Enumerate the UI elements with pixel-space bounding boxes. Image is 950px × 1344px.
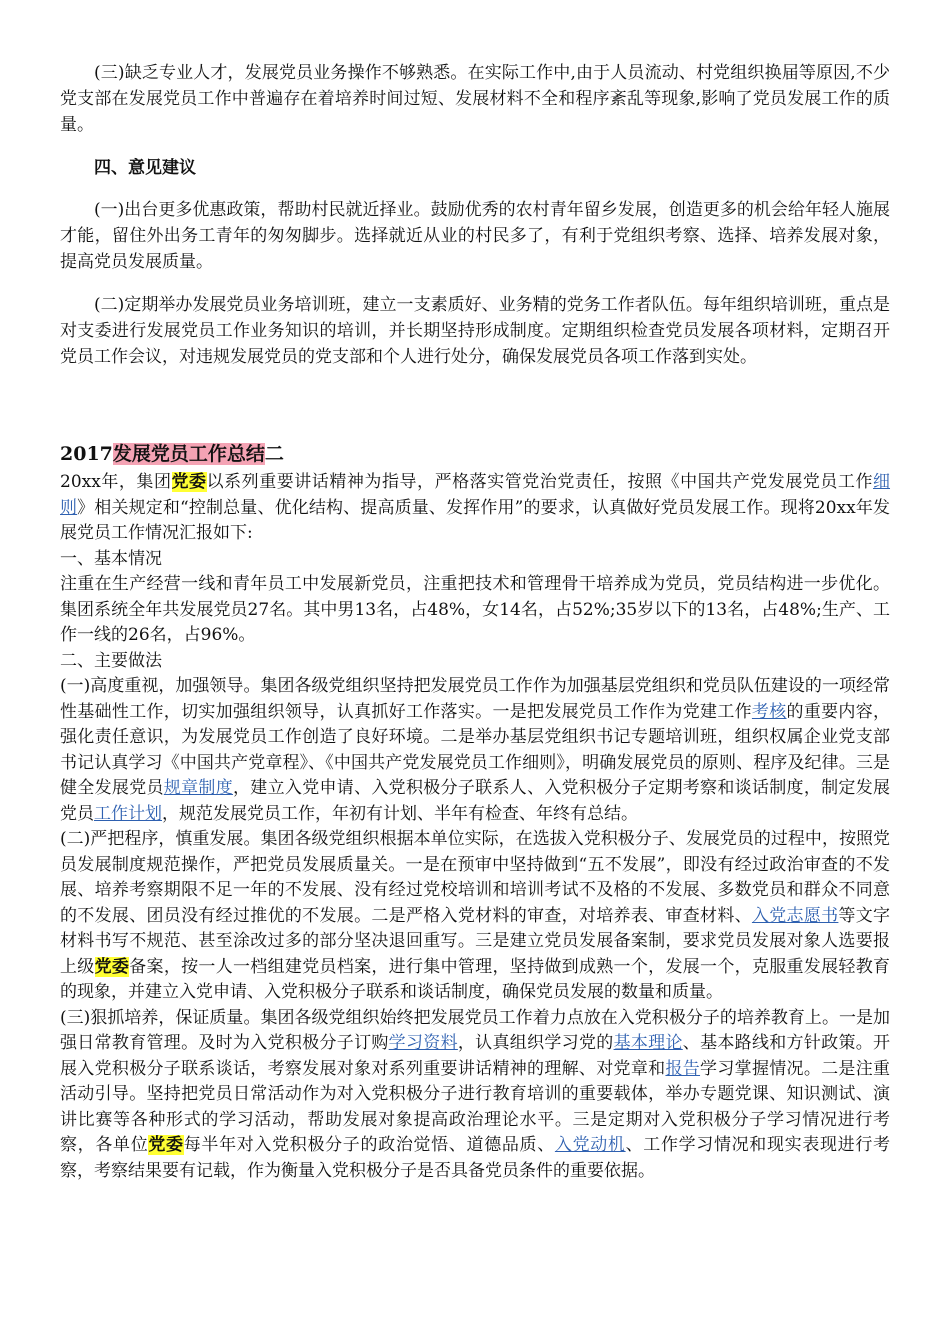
practice-1-text-3: ，建立入党申请、入党积极分子联系人、入党积极分子定期考察和谈话制度，制定发展党员	[60, 778, 891, 824]
link-application-letter[interactable]: 入党志愿书	[751, 905, 839, 926]
intro-text-1: 20xx年，集团	[60, 472, 172, 492]
link-study-materials[interactable]: 学习资料	[388, 1033, 458, 1053]
keyword-highlight-party-committee: 党委	[94, 956, 130, 977]
link-detailed-rules[interactable]: 细则	[60, 472, 891, 518]
heading-main-practices: 二、主要做法	[60, 650, 162, 671]
link-assessment[interactable]: 考核	[751, 701, 787, 722]
paragraph-practice-3	[60, 1006, 890, 1185]
heading-suggestions: 四、意见建议	[94, 158, 196, 178]
keyword-highlight-party-committee: 党委	[171, 472, 207, 492]
paragraph-basic-situation: 注重在生产经营一线和青年员工中发展新党员，注重把技术和管理骨干培养成为党员，党员结构进一步优化。集团系统全年共发展党员27名。其中男13名，占48%，女14名，占52%;35岁以下的13名，占48%;生产、工作一线的26名，占96%。	[60, 574, 890, 645]
practice-2-text-3: 备案，按一人一档组建党员档案，进行集中管理，坚持做到成熟一个，发展一个，克服重发展轻教育的现象，并建立入党申请、入党积极分子联系和谈话制度，确保党员发展的数量和质量。	[60, 956, 891, 1002]
practice-1-text-4: ，规范发展党员工作，年初有计划、半年有检查、年终有总结。	[162, 803, 638, 824]
paragraph-intro	[60, 470, 890, 547]
paragraph-talent-shortage: (三)缺乏专业人才，发展党员业务操作不够熟悉。在实际工作中,由于人员流动、村党组织换届等原因,不少党支部在发展党员工作中普遍存在着培养时间过短、发展材料不全和程序紊乱等现象,影响了党员发展工作的质量。	[60, 63, 890, 135]
link-basic-theory[interactable]: 基本理论	[613, 1033, 683, 1053]
section-title	[60, 440, 890, 468]
practice-3-text-3: 、基本路线和方针政策。开展入党积极分子联系谈话，考察发展对象对系列重要讲话精神的理解、对党章和	[60, 1033, 891, 1079]
paragraph-practice-1	[60, 674, 890, 827]
practice-1-text-2: 的重要内容，强化责任意识，为发展党员工作创造了良好环境。二是举办基层党组织书记专题培训班，组织权属企业党支部书记认真学习《中国共产党章程》、《中国共产党发展党员工作细则》，明确发展党员的原则、程序及纪律。三是健全发展党员	[60, 701, 891, 798]
title-year: 2017	[60, 443, 113, 465]
section-previous-summary	[60, 60, 890, 387]
intro-text-3: 》相关规定和“控制总量、优化结构、提高质量、发挥作用”的要求，认真做好党员发展工作。现将20xx年发展党员工作情况汇报如下:	[60, 497, 891, 543]
section-summary-two	[60, 440, 890, 1184]
link-rules-system[interactable]: 规章制度	[163, 778, 233, 798]
practice-3-text-1: (三)狠抓培养，保证质量。集团各级党组织始终把发展党员工作着力点放在入党积极分子的培养教育上。一是加强日常教育管理。及时为入党积极分子订购	[60, 1007, 890, 1053]
intro-text-2: 以系列重要讲话精神为指导，严格落实管党治党责任，按照《中国共产党发展党员工作	[206, 472, 874, 492]
title-highlight: 发展党员工作总结	[112, 443, 265, 465]
paragraph-suggestion-2: (二)定期举办发展党员业务培训班，建立一支素质好、业务精的党务工作者队伍。每年组织培训班，重点是对支委进行发展党员工作业务知识的培训，并长期坚持形成制度。定期组织检查党员发展各项材料，定期召开党员工作会议，对违规发展党员的党支部和个人进行处分，确保发展党员各项工作落到实处。	[60, 295, 890, 367]
link-work-plan[interactable]: 工作计划	[94, 803, 162, 824]
practice-3-text-2: ，认真组织学习党的	[457, 1033, 614, 1053]
paragraph-practice-2	[60, 827, 890, 1006]
practice-2-text-1: (二)严把程序，慎重发展。集团各级党组织根据本单位实际，在选拔入党积极分子、发展党员的过程中，按照党员发展制度规范操作，严把党员发展质量关。一是在预审中坚持做到“五不发展”，即没有经过政治审查的不发展、培养考察期限不足一年的不发展、没有经过党校培训和培训考试不及格的不发展、多数党员和群众不同意的不发展、团员没有经过推优的不发展。二是严格入党材料的审查，对培养表、审查材料、	[60, 829, 890, 926]
keyword-highlight-party-committee: 党委	[148, 1135, 184, 1155]
practice-2-text-2: 等文字材料书写不规范、甚至涂改过多的部分坚决退回重写。三是建立党员发展备案制，要求党员发展对象人选要报上级	[60, 905, 891, 977]
link-joining-motivation[interactable]: 入党动机	[554, 1135, 626, 1155]
title-suffix: 二	[264, 443, 284, 465]
practice-1-text-1: (一)高度重视，加强领导。集团各级党组织坚持把发展党员工作作为加强基层党组织和党员队伍建设的一项经常性基础性工作，切实加强组织领导，认真抓好工作落实。一是把发展党员工作作为党建工作	[60, 676, 890, 722]
link-report[interactable]: 报告	[665, 1058, 701, 1079]
paragraph-suggestion-1: (一)出台更多优惠政策，帮助村民就近择业。鼓励优秀的农村青年留乡发展，创造更多的机会给年轻人施展才能，留住外出务工青年的匆匆脚步。选择就近从业的村民多了，有利于党组织考察、选择、培养发展对象，提高党员发展质量。	[60, 200, 890, 272]
practice-3-text-5: 每半年对入党积极分子的政治觉悟、道德品质、	[183, 1135, 555, 1155]
practice-3-text-4: 学习掌握情况。二是注重活动引导。坚持把党员日常活动作为对入党积极分子进行教育培训的重要载体，举办专题党课、知识测试、演讲比赛等各种形式的学习活动，帮助发展对象提高政治理论水平。三是定期对入党积极分子学习情况进行考察，各单位	[60, 1058, 891, 1155]
heading-basic-situation: 一、基本情况	[60, 548, 162, 569]
practice-3-text-6: 、工作学习情况和现实表现进行考察，考察结果要有记载，作为衡量入党积极分子是否具备党员条件的重要依据。	[60, 1135, 891, 1181]
